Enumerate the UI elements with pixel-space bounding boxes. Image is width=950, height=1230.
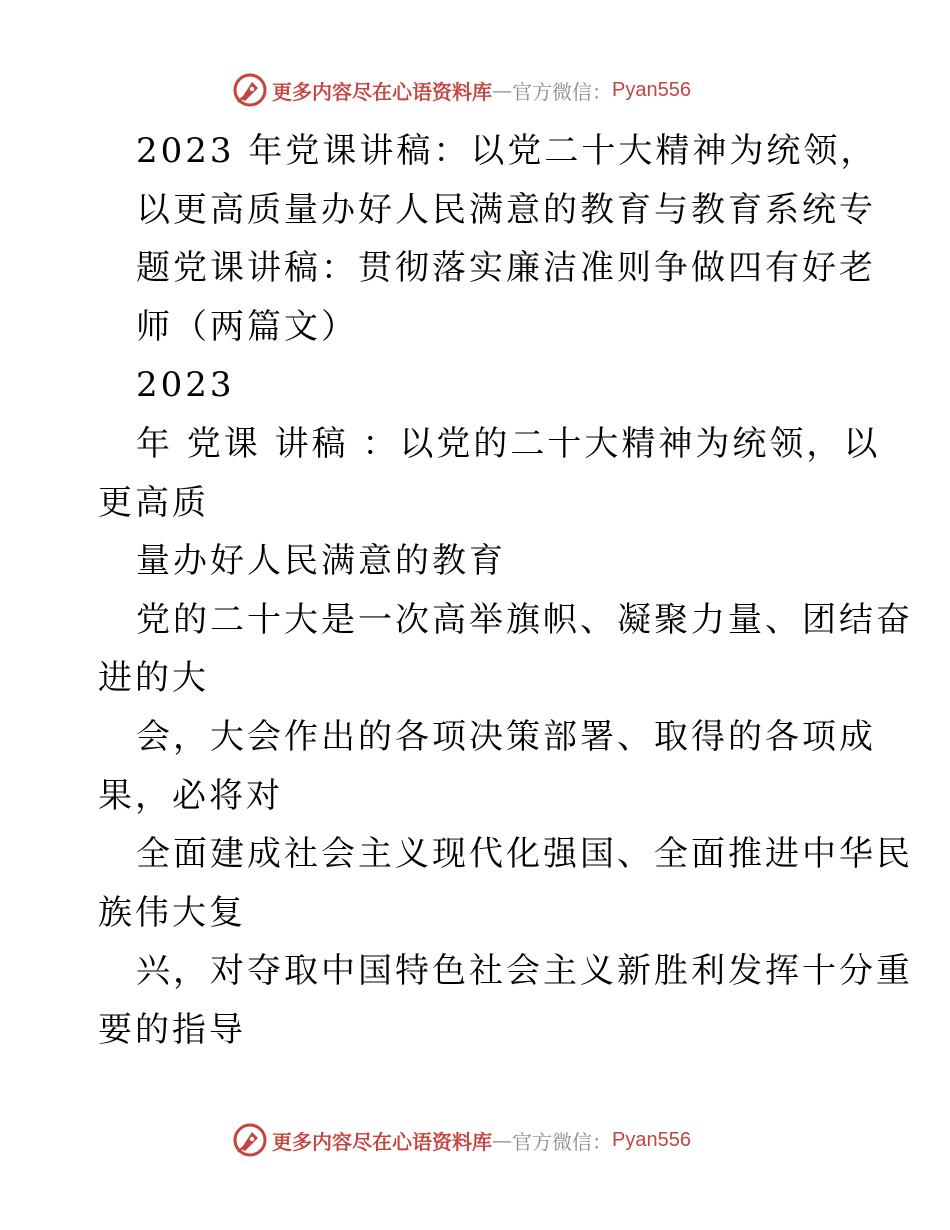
- paragraph-line-7: 兴，对夺取中国特色社会主义新胜利发挥十分重: [136, 951, 913, 992]
- pen-nib-logo-icon: [232, 72, 268, 108]
- body-line-subheading: 量办好人民满意的教育: [136, 541, 506, 582]
- watermark-wechat-id: Pyan556: [612, 1128, 691, 1151]
- footer-watermark: [232, 1122, 691, 1158]
- paragraph-line-5: 全面建成社会主义现代化强国、全面推进中华民: [136, 834, 913, 875]
- body-line-heading-cont: 更高质: [98, 482, 209, 523]
- body-line-year: 2023: [136, 365, 235, 406]
- paragraph-line-4: 果，必将对: [98, 775, 283, 816]
- title-line-2: 以更高质量办好人民满意的教育与教育系统专: [136, 189, 876, 230]
- title-line-4: 师（两篇文）: [136, 306, 358, 347]
- watermark-title: 更多内容尽在心语资料库: [272, 79, 492, 104]
- paragraph-line-6: 族伟大复: [98, 892, 246, 933]
- watermark-title: 更多内容尽在心语资料库: [272, 1129, 492, 1154]
- title-line-3: 题党课讲稿：贯彻落实廉洁准则争做四有好老: [136, 248, 876, 289]
- watermark-separator: —: [492, 78, 512, 102]
- paragraph-line-1: 党的二十大是一次高举旗帜、凝聚力量、团结奋: [136, 599, 913, 640]
- paragraph-line-2: 进的大: [98, 658, 209, 699]
- document-body: [98, 122, 913, 1060]
- title-line-1: 2023 年党课讲稿：以党二十大精神为统领，: [136, 131, 878, 171]
- body-line-heading: 年 党课 讲稿 ：以党的二十大精神为统领，以: [136, 423, 881, 464]
- watermark-wechat-label: 官方微信：: [512, 1129, 612, 1154]
- header-watermark: [232, 72, 691, 108]
- paragraph-line-3: 会，大会作出的各项决策部署、取得的各项成: [136, 716, 876, 757]
- watermark-separator: —: [492, 1128, 512, 1152]
- paragraph-line-8: 要的指导: [98, 1009, 246, 1050]
- watermark-wechat-label: 官方微信：: [512, 79, 612, 104]
- pen-nib-logo-icon: [232, 1122, 268, 1158]
- watermark-wechat-id: Pyan556: [612, 78, 691, 101]
